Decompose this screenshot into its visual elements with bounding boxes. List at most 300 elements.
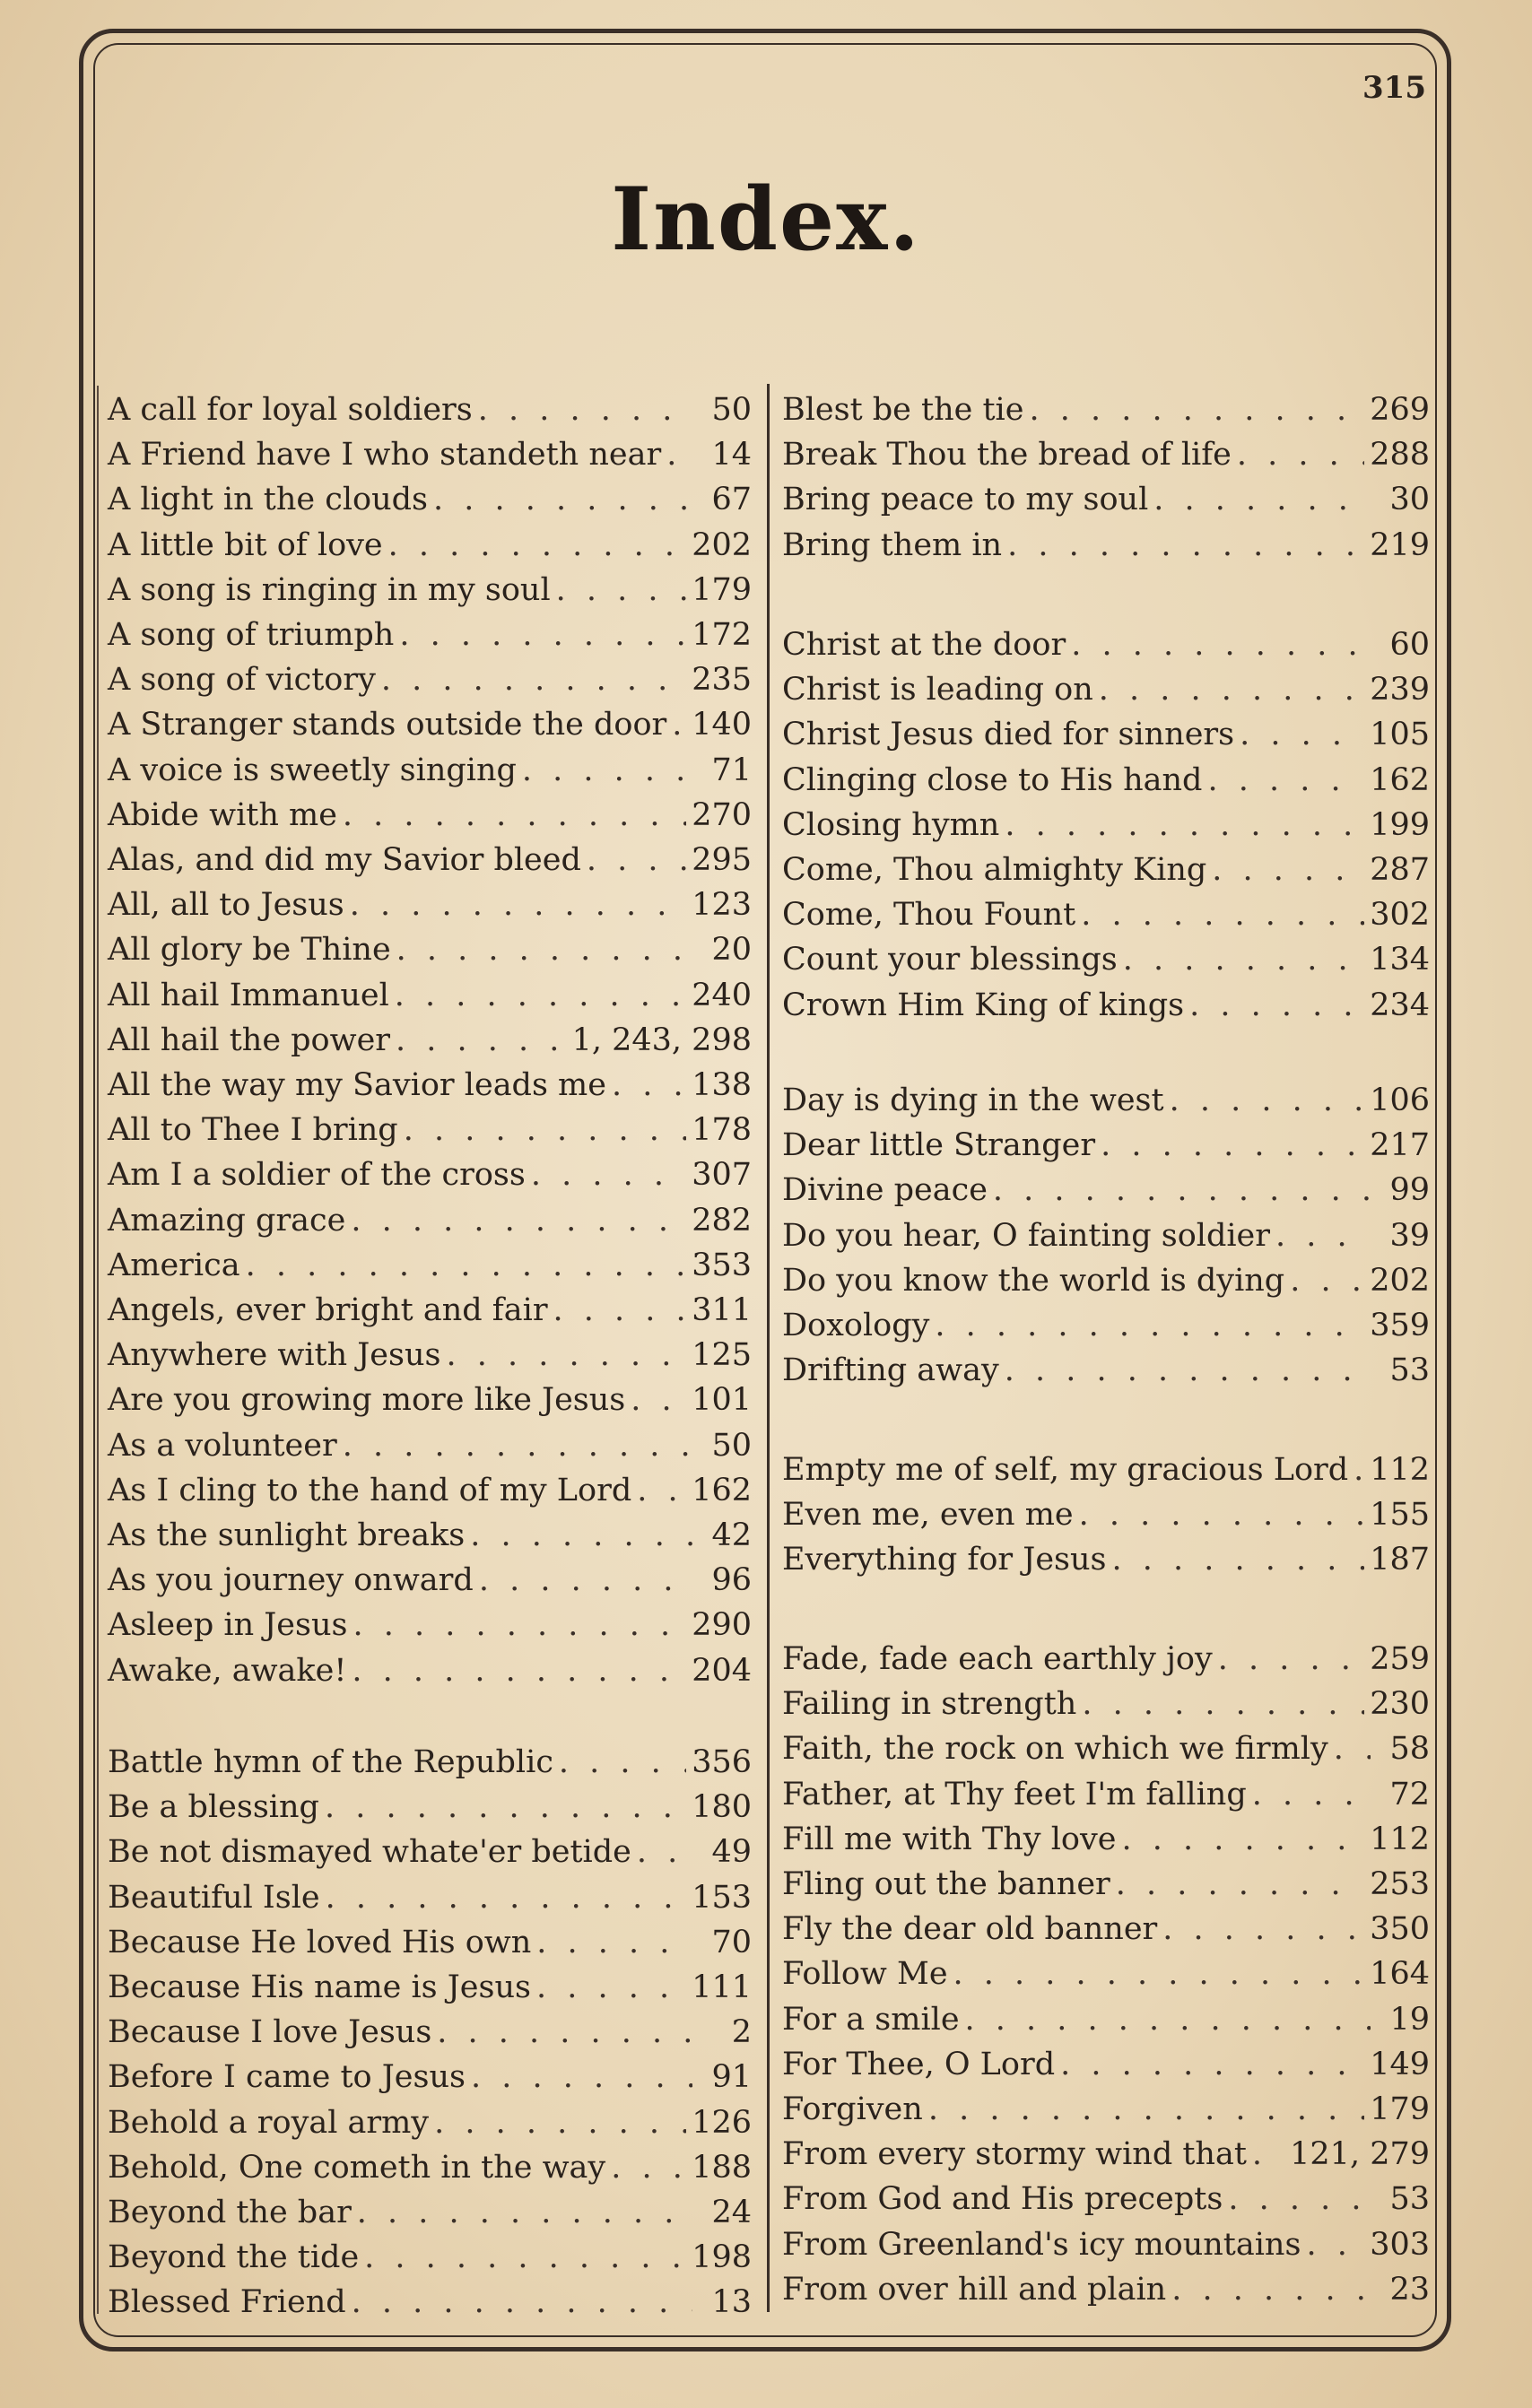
index-entry — [777, 2222, 1433, 2267]
entry-page-number: 204 — [692, 1652, 752, 1689]
left-rule — [97, 386, 99, 2314]
dot-leader — [343, 1423, 692, 1468]
entry-page-number: 162 — [692, 1472, 752, 1508]
entry-page-number: 240 — [692, 977, 752, 1013]
index-entry — [100, 2100, 762, 2145]
index-entry — [777, 1303, 1433, 1348]
entry-page-number: 180 — [692, 1789, 752, 1826]
entry-title: Amazing grace — [108, 1202, 346, 1239]
index-entry — [777, 2267, 1433, 2312]
dot-leader — [326, 1875, 687, 1920]
entry-page-number: 282 — [692, 1202, 752, 1239]
entry-page-number: 269 — [1370, 392, 1430, 428]
entry-page-number: 295 — [692, 842, 752, 878]
entry-title: All hail the power — [108, 1021, 391, 1058]
index-entry — [777, 1537, 1433, 1582]
entry-page-number: 307 — [692, 1157, 752, 1194]
index-entry — [100, 2280, 762, 2325]
dot-leader — [396, 1018, 567, 1063]
entry-page-number: 179 — [692, 571, 752, 608]
entry-title: From every stormy wind that — [782, 2136, 1247, 2173]
entry-page-number: 50 — [711, 392, 752, 428]
entry-title: Everything for Jesus — [782, 1542, 1107, 1578]
entry-page-number: 202 — [692, 526, 752, 563]
entry-title: As a volunteer — [108, 1427, 337, 1464]
dot-leader — [1060, 2042, 1364, 2087]
entry-title: Fly the dear old banner — [782, 1911, 1158, 1948]
index-entry — [100, 1603, 762, 1647]
index-entry — [100, 1018, 762, 1063]
entry-page-number: 53 — [1389, 2181, 1430, 2218]
index-entry — [100, 1468, 762, 1513]
dot-leader — [631, 1378, 686, 1422]
dot-leader — [404, 1108, 686, 1152]
page-number: 315 — [1362, 70, 1426, 106]
dot-leader — [965, 1997, 1371, 2042]
entry-title: Abide with me — [108, 796, 337, 833]
dot-leader — [343, 793, 686, 838]
entry-page-number: 24 — [711, 2195, 752, 2230]
dot-leader — [611, 2145, 686, 2190]
index-entry — [100, 702, 762, 747]
entry-title: Faith, the rock on which we firmly — [782, 1731, 1328, 1768]
dot-leader — [666, 432, 692, 477]
index-entry — [777, 1726, 1433, 1771]
dot-leader — [446, 1333, 686, 1378]
entry-title: Behold, One cometh in the way — [108, 2149, 606, 2186]
index-entry — [100, 568, 762, 613]
entry-page-number: 96 — [711, 1562, 752, 1599]
entry-title: A call for loyal soldiers — [108, 392, 473, 428]
index-entry — [100, 1423, 762, 1468]
entry-page-number: 187 — [1370, 1542, 1430, 1578]
entry-page-number: 72 — [1389, 1776, 1430, 1813]
entry-title: Christ Jesus died for sinners — [782, 717, 1235, 753]
index-entry — [777, 1772, 1433, 1817]
index-column-left — [100, 387, 762, 2321]
index-entry — [777, 622, 1433, 667]
index-entry — [100, 2190, 762, 2235]
index-entry — [100, 1785, 762, 1830]
index-entry — [777, 2087, 1433, 2132]
index-entry — [100, 1333, 762, 1378]
entry-page-number: 42 — [711, 1517, 752, 1553]
entry-title: Beyond the tide — [108, 2239, 360, 2276]
dot-leader — [1116, 1862, 1364, 1907]
dot-leader — [1237, 432, 1364, 477]
entry-title: Even me, even me — [782, 1497, 1074, 1534]
dot-leader — [1228, 2177, 1371, 2221]
page-title: Index. — [611, 169, 921, 270]
entry-title: Bring peace to my soul — [782, 482, 1149, 518]
dot-leader — [556, 568, 687, 613]
entry-title: Behold a royal army — [108, 2104, 430, 2141]
index-entry — [777, 2132, 1433, 2177]
dot-leader — [352, 2280, 692, 2325]
entry-page-number: 39 — [1389, 1217, 1430, 1254]
index-entry — [777, 758, 1433, 803]
entry-page-number: 199 — [1370, 806, 1430, 843]
index-entry — [100, 1558, 762, 1603]
index-entry — [777, 1258, 1433, 1303]
index-entry — [777, 1952, 1433, 1996]
dot-leader — [351, 1198, 686, 1243]
entry-page-number: 112 — [1370, 1821, 1430, 1857]
entry-page-number: 303 — [1370, 2226, 1430, 2263]
index-entry — [777, 712, 1433, 757]
dot-leader — [437, 2010, 692, 2055]
index-entry — [100, 613, 762, 657]
entry-title: Doxology — [782, 1308, 930, 1343]
dot-leader — [1354, 1447, 1364, 1492]
entry-page-number: 239 — [1370, 672, 1430, 708]
entry-title: Awake, awake! — [108, 1652, 347, 1689]
entry-page-number: 121, 279 — [1290, 2136, 1430, 2173]
entry-title: Blessed Friend — [108, 2284, 346, 2321]
entry-page-number: 13 — [711, 2284, 752, 2321]
dot-leader — [395, 973, 686, 1018]
entry-title: All to Thee I bring — [108, 1112, 398, 1149]
index-entry — [777, 1348, 1433, 1393]
entry-title: As I cling to the hand of my Lord — [108, 1472, 632, 1508]
index-entry — [100, 1152, 762, 1197]
entry-title: Follow Me — [782, 1956, 948, 1993]
dot-leader — [1252, 1772, 1371, 1817]
entry-page-number: 1, 243, 298 — [571, 1021, 752, 1058]
entry-page-number: 188 — [692, 2149, 752, 2186]
index-entry — [777, 983, 1433, 1028]
entry-title: Closing hymn — [782, 806, 1000, 843]
entry-title: Alas, and did my Savior bleed — [108, 842, 581, 878]
entry-page-number: 288 — [1370, 437, 1430, 474]
index-entry — [777, 477, 1433, 522]
index-entry — [100, 838, 762, 882]
dot-leader — [1112, 1537, 1365, 1582]
index-entry — [777, 1637, 1433, 1682]
entry-page-number: 178 — [692, 1112, 752, 1149]
dot-leader — [1121, 1817, 1364, 1862]
index-entry — [777, 1682, 1433, 1726]
entry-title: Am I a soldier of the cross — [108, 1157, 526, 1194]
dot-leader — [1240, 712, 1364, 757]
dot-leader — [1153, 477, 1371, 522]
entry-title: Clinging close to His hand — [782, 761, 1203, 798]
dot-leader — [536, 1920, 692, 1965]
entry-page-number: 50 — [711, 1427, 752, 1464]
entry-page-number: 67 — [711, 482, 752, 518]
entry-page-number: 49 — [711, 1834, 752, 1871]
entry-page-number: 53 — [1389, 1352, 1430, 1389]
entry-page-number: 350 — [1370, 1911, 1430, 1948]
index-entry — [777, 848, 1433, 892]
entry-page-number: 287 — [1370, 852, 1430, 888]
entry-page-number: 111 — [692, 1969, 752, 2005]
entry-title: Bring them in — [782, 526, 1003, 563]
dot-leader — [1252, 2132, 1284, 2177]
dot-leader — [536, 1965, 686, 2010]
entry-title: A song is ringing in my soul — [108, 571, 551, 608]
entry-title: From Greenland's icy mountains — [782, 2226, 1301, 2263]
index-entry — [777, 892, 1433, 937]
entry-title: Day is dying in the west — [782, 1082, 1164, 1118]
index-entry — [777, 1447, 1433, 1492]
entry-title: A light in the clouds — [108, 482, 429, 518]
index-entry — [100, 973, 762, 1018]
index-entry — [777, 432, 1433, 477]
entry-title: Beyond the bar — [108, 2195, 352, 2230]
entry-page-number: 219 — [1370, 526, 1430, 563]
entry-page-number: 14 — [711, 437, 752, 474]
index-entry — [777, 1907, 1433, 1952]
entry-title: A song of victory — [108, 662, 376, 699]
entry-page-number: 164 — [1370, 1956, 1430, 1993]
entry-page-number: 20 — [711, 932, 752, 969]
entry-page-number: 23 — [1389, 2271, 1430, 2308]
entry-title: Be not dismayed whate'er betide — [108, 1834, 631, 1871]
index-entry — [100, 1378, 762, 1422]
entry-page-number: 155 — [1370, 1497, 1430, 1534]
dot-leader — [1189, 983, 1364, 1028]
dot-leader — [381, 657, 686, 702]
entry-page-number: 106 — [1370, 1082, 1430, 1118]
entry-title: Forgiven — [782, 2091, 923, 2127]
entry-title: For a smile — [782, 2001, 960, 2038]
entry-page-number: 353 — [692, 1247, 752, 1283]
entry-title: Fling out the banner — [782, 1866, 1110, 1902]
index-entry — [777, 1213, 1433, 1258]
entry-title: Angels, ever bright and fair — [108, 1292, 548, 1328]
entry-title: All hail Immanuel — [108, 977, 389, 1013]
entry-page-number: 162 — [1370, 761, 1430, 798]
entry-page-number: 230 — [1370, 1686, 1430, 1723]
entry-page-number: 290 — [692, 1607, 752, 1644]
dot-leader — [1029, 387, 1364, 432]
entry-title: As you journey onward — [108, 1562, 474, 1599]
entry-title: Because I love Jesus — [108, 2014, 432, 2051]
entry-title: Battle hymn of the Republic — [108, 1744, 553, 1780]
dot-leader — [350, 882, 686, 927]
index-column-right — [777, 387, 1433, 2317]
dot-leader — [388, 523, 687, 568]
entry-title: Father, at Thy feet I'm falling — [782, 1776, 1247, 1813]
index-entry — [777, 1997, 1433, 2042]
index-entry — [100, 1740, 762, 1785]
entry-page-number: 134 — [1370, 942, 1430, 978]
entry-page-number: 235 — [692, 662, 752, 699]
index-entry — [100, 2235, 762, 2280]
dot-leader — [1334, 1726, 1371, 1771]
index-entry — [100, 2010, 762, 2055]
entry-title: From God and His precepts — [782, 2181, 1223, 2218]
entry-title: A little bit of love — [108, 526, 383, 563]
entry-title: Before I came to Jesus — [108, 2059, 466, 2096]
entry-page-number: 112 — [1370, 1452, 1430, 1488]
dot-leader — [1071, 622, 1371, 667]
dot-leader — [434, 2100, 686, 2145]
dot-leader — [1207, 758, 1364, 803]
dot-leader — [1171, 2267, 1371, 2312]
dot-leader — [531, 1152, 686, 1197]
index-entry — [100, 1288, 762, 1333]
entry-title: Fill me with Thy love — [782, 1821, 1117, 1857]
dot-leader — [1123, 937, 1364, 982]
entry-title: Dear little Stranger — [782, 1127, 1096, 1164]
index-entry — [100, 523, 762, 568]
entry-title: Are you growing more like Jesus — [108, 1382, 626, 1419]
entry-title: A Friend have I who standeth near — [108, 437, 662, 474]
entry-title: Come, Thou Fount — [782, 897, 1076, 934]
entry-page-number: 359 — [1370, 1308, 1430, 1343]
dot-leader — [553, 1288, 687, 1333]
entry-title: Christ at the door — [782, 627, 1066, 663]
entry-page-number: 19 — [1389, 2001, 1430, 2038]
entry-page-number: 179 — [1370, 2091, 1430, 2127]
dot-leader — [1007, 523, 1364, 568]
entry-page-number: 58 — [1389, 1731, 1430, 1768]
dot-leader — [478, 387, 692, 432]
index-entry — [100, 927, 762, 972]
index-entry — [777, 2042, 1433, 2087]
dot-leader — [587, 838, 686, 882]
entry-page-number: 356 — [692, 1744, 752, 1780]
entry-title: Failing in strength — [782, 1686, 1077, 1723]
column-divider — [767, 384, 770, 2312]
dot-leader — [246, 1243, 687, 1288]
index-entry — [100, 2145, 762, 2190]
dot-leader — [1218, 1637, 1364, 1682]
entry-page-number: 202 — [1370, 1262, 1430, 1299]
dot-leader — [357, 2190, 692, 2235]
dot-leader — [672, 702, 686, 747]
dot-leader — [928, 2087, 1364, 2132]
entry-page-number: 99 — [1389, 1172, 1430, 1209]
index-entry — [777, 1817, 1433, 1862]
dot-leader — [1212, 848, 1364, 892]
entry-page-number: 70 — [711, 1924, 752, 1960]
index-entry — [100, 1108, 762, 1152]
entry-page-number: 198 — [692, 2239, 752, 2276]
dot-leader — [364, 2235, 686, 2280]
dot-leader — [1162, 1907, 1364, 1952]
dot-leader — [325, 1785, 686, 1830]
dot-leader — [1275, 1213, 1371, 1258]
entry-page-number: 60 — [1389, 627, 1430, 663]
dot-leader — [935, 1303, 1364, 1348]
dot-leader — [993, 1168, 1371, 1213]
index-entry — [777, 1123, 1433, 1168]
dot-leader — [522, 748, 692, 793]
dot-leader — [1306, 2222, 1364, 2267]
entry-page-number: 101 — [692, 1382, 752, 1419]
entry-title: Drifting away — [782, 1352, 999, 1389]
dot-leader — [637, 1830, 692, 1874]
entry-page-number: 172 — [692, 617, 752, 653]
entry-title: Because His name is Jesus — [108, 1969, 531, 2005]
index-entry — [100, 882, 762, 927]
entry-title: America — [108, 1247, 240, 1283]
index-entry — [100, 1513, 762, 1558]
dot-leader — [1081, 892, 1364, 937]
entry-page-number: 91 — [711, 2059, 752, 2096]
entry-page-number: 270 — [692, 796, 752, 833]
entry-title: Anywhere with Jesus — [108, 1337, 441, 1374]
index-entry — [100, 1965, 762, 2010]
entry-page-number: 123 — [692, 887, 752, 924]
entry-page-number: 138 — [692, 1067, 752, 1103]
dot-leader — [396, 927, 692, 972]
index-entry — [777, 667, 1433, 712]
index-entry — [100, 657, 762, 702]
index-entry — [777, 1078, 1433, 1123]
index-entry — [100, 2055, 762, 2099]
dot-leader — [1082, 1682, 1364, 1726]
dot-leader — [1101, 1123, 1364, 1168]
entry-title: Be a blessing — [108, 1789, 319, 1826]
entry-title: Asleep in Jesus — [108, 1607, 348, 1644]
dot-leader — [1079, 1492, 1365, 1537]
entry-title: Beautiful Isle — [108, 1879, 320, 1916]
entry-title: From over hill and plain — [782, 2271, 1167, 2308]
dot-leader — [1290, 1258, 1364, 1303]
entry-title: Empty me of self, my gracious Lord — [782, 1452, 1349, 1488]
entry-title: Count your blessings — [782, 942, 1118, 978]
entry-title: Fade, fade each earthly joy — [782, 1641, 1213, 1677]
dot-leader — [953, 1952, 1365, 1996]
entry-title: For Thee, O Lord — [782, 2046, 1056, 2082]
entry-title: A song of triumph — [108, 617, 395, 653]
dot-leader — [1099, 667, 1364, 712]
entry-page-number: 30 — [1389, 482, 1430, 518]
entry-title: Do you hear, O fainting soldier — [782, 1217, 1271, 1254]
index-entry — [100, 1243, 762, 1288]
dot-leader — [637, 1468, 686, 1513]
entry-title: Crown Him King of kings — [782, 987, 1185, 1023]
index-entry — [777, 523, 1433, 568]
dot-leader — [433, 477, 692, 522]
entry-page-number: 71 — [711, 752, 752, 788]
entry-page-number: 253 — [1370, 1866, 1430, 1902]
entry-title: As the sunlight breaks — [108, 1517, 466, 1553]
index-entry — [777, 937, 1433, 982]
index-entry — [777, 2177, 1433, 2221]
index-entry — [100, 1063, 762, 1108]
dot-leader — [1005, 803, 1364, 848]
entry-title: Because He loved His own — [108, 1924, 532, 1960]
index-entry — [100, 1875, 762, 1920]
dot-leader — [1005, 1348, 1371, 1393]
entry-page-number: 217 — [1370, 1127, 1430, 1164]
entry-page-number: 149 — [1370, 2046, 1430, 2082]
index-entry — [100, 1920, 762, 1965]
index-entry — [100, 793, 762, 838]
entry-title: All the way my Savior leads me — [108, 1067, 606, 1103]
dot-leader — [353, 1603, 686, 1647]
entry-page-number: 259 — [1370, 1641, 1430, 1677]
entry-title: Blest be the tie — [782, 392, 1024, 428]
dot-leader — [470, 1513, 692, 1558]
index-entry — [777, 1862, 1433, 1907]
entry-page-number: 126 — [692, 2104, 752, 2141]
entry-page-number: 311 — [692, 1292, 752, 1328]
dot-leader — [559, 1740, 686, 1785]
index-entry — [100, 1830, 762, 1874]
index-entry — [100, 748, 762, 793]
index-entry — [100, 1648, 762, 1693]
dot-leader — [352, 1648, 686, 1693]
entry-title: All, all to Jesus — [108, 887, 344, 924]
entry-page-number: 2 — [731, 2014, 752, 2051]
entry-page-number: 234 — [1370, 987, 1430, 1023]
